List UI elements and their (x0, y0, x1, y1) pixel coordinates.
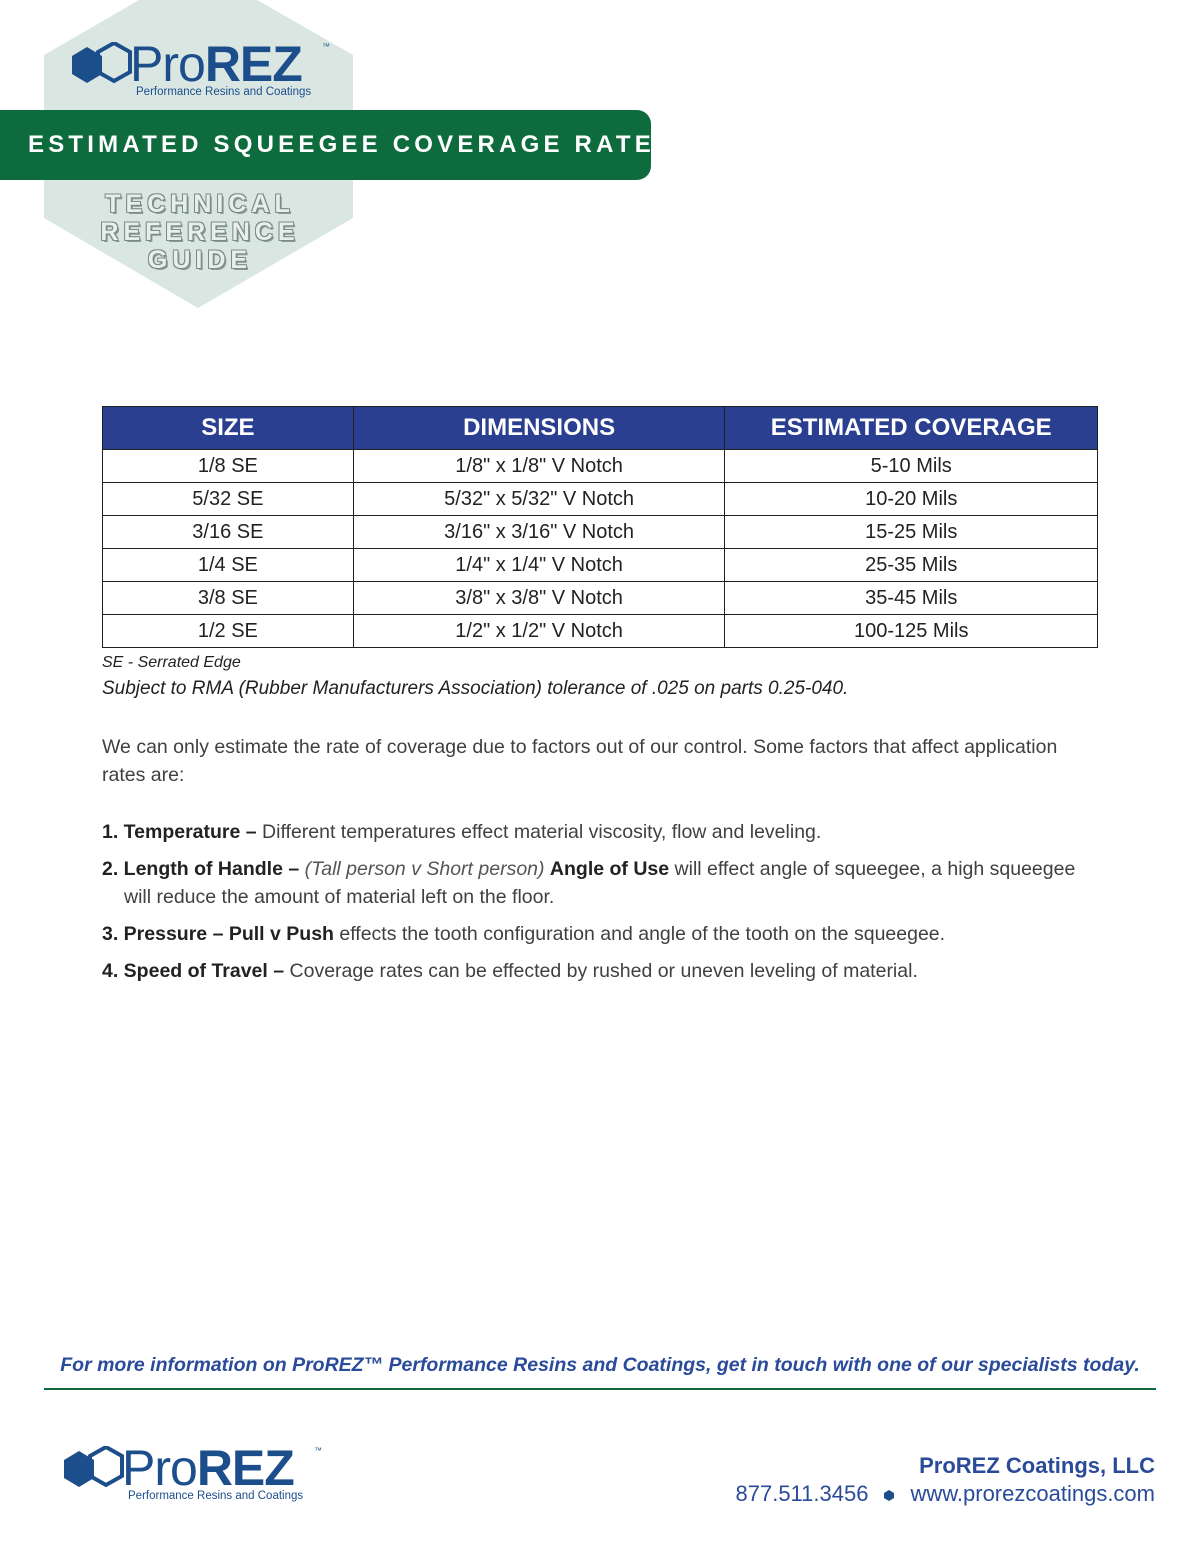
badge-line-reference: REFERENCE (100, 218, 300, 246)
table-row (103, 615, 1098, 648)
intro-paragraph: We can only estimate the rate of coverage due to factors out of our control. Some factors that affect application rates are: (102, 736, 1058, 786)
phone-number[interactable]: 877.511.3456 (735, 1481, 869, 1506)
technical-reference-guide-badge (80, 190, 320, 274)
logo-tagline: Performance Resins and Coatings (136, 86, 312, 98)
table-row (103, 549, 1098, 582)
list-item (102, 855, 1082, 911)
badge-line-guide: GUIDE (147, 246, 253, 274)
rma-tolerance-note: Subject to RMA (Rubber Manufacturers Association) tolerance of .025 on parts 0.25-040. (102, 678, 849, 699)
factor-label: 2. Length of Handle – (102, 858, 300, 880)
cell-size: 1/8 SE (103, 450, 354, 483)
list-item (102, 957, 1082, 985)
factor-text: Different temperatures effect material viscosity, flow and leveling. (256, 821, 822, 843)
factors-list (102, 818, 1082, 994)
cell-size: 5/32 SE (103, 483, 354, 516)
cell-size: 3/8 SE (103, 582, 354, 615)
website-link[interactable]: www.prorezcoatings.com (910, 1481, 1155, 1506)
logo-trademark: ™ (322, 42, 330, 51)
header-estimated-coverage: ESTIMATED COVERAGE (725, 407, 1098, 450)
factor-italic-note: (Tall person v Short person) (299, 858, 550, 880)
logo-wordmark: ProREZ (130, 36, 302, 92)
table-row (103, 582, 1098, 615)
prorez-logo (70, 38, 340, 108)
call-to-action: For more information on ProREZ™ Performance Resins and Coatings, get in touch with one of our specialists today. (60, 1354, 1140, 1376)
logo-hexagon-icon (62, 1446, 126, 1490)
cell-dimensions: 1/8" x 1/8" V Notch (353, 450, 725, 483)
factor-label-secondary: Angle of Use (549, 858, 670, 880)
serrated-edge-note: SE - Serrated Edge (102, 654, 241, 671)
factor-text: will effect angle of squeegee, a high squeegee will reduce the amount of material left on the floor. (124, 858, 1076, 908)
table-row (103, 516, 1098, 549)
logo-tagline: Performance Resins and Coatings (128, 1490, 304, 1502)
header-size: SIZE (103, 407, 354, 450)
coverage-table (102, 406, 1098, 648)
company-name: ProREZ Coatings, LLC (919, 1453, 1155, 1478)
hexagon-bullet-icon (884, 1490, 894, 1501)
cell-size: 1/2 SE (103, 615, 354, 648)
factor-label: 4. Speed of Travel – (102, 960, 285, 982)
header-dimensions: DIMENSIONS (353, 407, 725, 450)
logo-hexagon-icon (70, 42, 134, 86)
factor-label: 3. Pressure – (102, 923, 224, 945)
factor-label: 1. Temperature – (102, 821, 257, 843)
cell-coverage: 35-45 Mils (725, 582, 1098, 615)
factor-text: effects the tooth configuration and angle of the tooth on the squeegee. (333, 923, 946, 945)
logo-wordmark: ProREZ (122, 1440, 294, 1496)
cell-size: 1/4 SE (103, 549, 354, 582)
contact-line (736, 1481, 1156, 1507)
cell-dimensions: 1/4" x 1/4" V Notch (353, 549, 725, 582)
cell-size: 3/16 SE (103, 516, 354, 549)
list-item (102, 818, 1082, 846)
cell-coverage: 15-25 Mils (725, 516, 1098, 549)
cell-dimensions: 3/8" x 3/8" V Notch (353, 582, 725, 615)
cell-coverage: 100-125 Mils (725, 615, 1098, 648)
prorez-logo-footer (62, 1442, 332, 1512)
cell-coverage: 5-10 Mils (725, 450, 1098, 483)
title-banner: ESTIMATED SQUEEGEE COVERAGE RATES (0, 110, 651, 180)
badge-line-technical: TECHNICAL (105, 190, 295, 218)
cell-coverage: 10-20 Mils (725, 483, 1098, 516)
cell-dimensions: 5/32" x 5/32" V Notch (353, 483, 725, 516)
logo-trademark: ™ (314, 1446, 322, 1455)
factor-label-secondary: Pull v Push (223, 923, 334, 945)
table-header-row (103, 407, 1098, 450)
table-row (103, 450, 1098, 483)
cell-dimensions: 3/16" x 3/16" V Notch (353, 516, 725, 549)
list-item (102, 920, 1082, 948)
footer-divider (44, 1388, 1156, 1390)
cell-dimensions: 1/2" x 1/2" V Notch (353, 615, 725, 648)
factor-text: Coverage rates can be effected by rushed or uneven leveling of material. (284, 960, 918, 982)
cell-coverage: 25-35 Mils (725, 549, 1098, 582)
table-row (103, 483, 1098, 516)
